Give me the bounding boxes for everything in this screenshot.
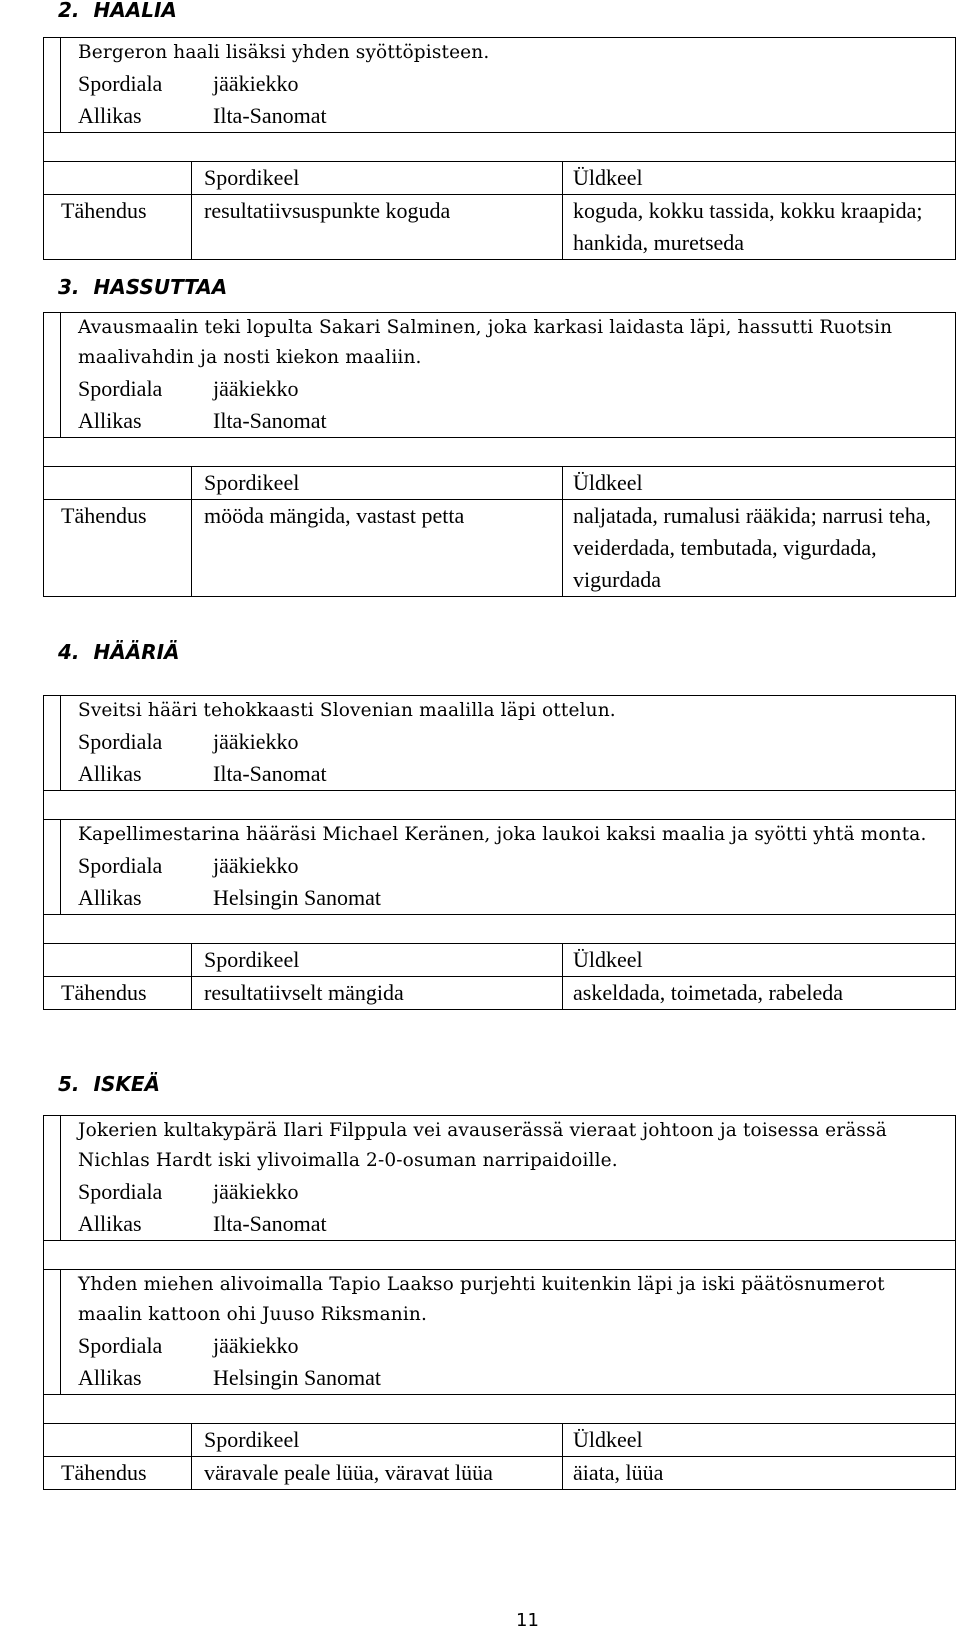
example-text: Yhden miehen alivoimalla Tapio Laakso purjehti kuitenkin läpi ja iski päätösnumerot maalin kattoon ohi Juuso Riksmanin.	[78, 1274, 885, 1325]
example-sport-row	[61, 726, 955, 758]
spordiala-value: jääkiekko	[213, 376, 299, 401]
example-sport-row	[61, 850, 955, 882]
meaning-label: Tähendus	[44, 1457, 192, 1490]
meaning-row	[44, 195, 956, 260]
allikas-value: Ilta-Sanomat	[213, 1211, 327, 1236]
allikas-label: Allikas	[78, 885, 142, 910]
meaning-label: Tähendus	[44, 977, 192, 1010]
example-text: Bergeron haali lisäksi yhden syöttöpisteen.	[78, 42, 490, 63]
example-source-row	[61, 100, 955, 132]
example-sport-row	[61, 68, 955, 100]
spordiala-value: jääkiekko	[213, 729, 299, 754]
col-header-sport: Spordikeel	[192, 1424, 563, 1457]
spordiala-label: Spordiala	[78, 853, 163, 878]
example-sport-row	[61, 373, 955, 405]
meaning-general: naljatada, rumalusi rääkida; narrusi teha, veiderdada, tembutada, vigurdada, vigurdada	[563, 500, 956, 597]
spordiala-value: jääkiekko	[213, 853, 299, 878]
col-header-general: Üldkeel	[563, 162, 956, 195]
meaning-row	[44, 1457, 956, 1490]
meaning-general: askeldada, toimetada, rabeleda	[563, 977, 956, 1010]
spordiala-value: jääkiekko	[213, 71, 299, 96]
section-table-3	[43, 312, 956, 597]
example-sport-row	[61, 1176, 955, 1208]
spordiala-label: Spordiala	[78, 1179, 163, 1204]
section-number: 3.	[58, 275, 80, 299]
allikas-label: Allikas	[78, 1211, 142, 1236]
example-text: Jokerien kultakypärä Ilari Filppula vei avauserässä vieraat johtoon ja toisessa erässä Nichlas Hardt iski ylivoimalla 2-0-osuman narripaidoille.	[78, 1120, 887, 1171]
meaning-header-row	[44, 1424, 956, 1457]
col-header-general: Üldkeel	[563, 1424, 956, 1457]
meaning-label: Tähendus	[44, 500, 192, 597]
section-heading-2	[58, 0, 177, 22]
section-heading-3	[58, 275, 227, 299]
meaning-sport: resultatiivsuspunkte koguda	[192, 195, 563, 260]
col-header-general: Üldkeel	[563, 467, 956, 500]
spordiala-value: jääkiekko	[213, 1333, 299, 1358]
meaning-header-row	[44, 162, 956, 195]
allikas-value: Ilta-Sanomat	[213, 408, 327, 433]
example-source-row	[61, 1362, 955, 1394]
allikas-value: Ilta-Sanomat	[213, 761, 327, 786]
example-text: Kapellimestarina hääräsi Michael Keränen, joka laukoi kaksi maalia ja syötti yhtä monta.	[78, 824, 927, 845]
section-table-5	[43, 1115, 956, 1490]
allikas-value: Helsingin Sanomat	[213, 885, 382, 910]
section-heading-5	[58, 1072, 160, 1096]
page-number: 11	[516, 1610, 539, 1631]
allikas-label: Allikas	[78, 1365, 142, 1390]
spordiala-label: Spordiala	[78, 1333, 163, 1358]
section-heading-4	[58, 640, 180, 664]
example-text: Sveitsi hääri tehokkaasti Slovenian maalilla läpi ottelun.	[78, 700, 616, 721]
meaning-general: koguda, kokku tassida, kokku kraapida; hankida, muretseda	[563, 195, 956, 260]
col-header-sport: Spordikeel	[192, 467, 563, 500]
col-header-sport: Spordikeel	[192, 162, 563, 195]
meaning-sport: resultatiivselt mängida	[192, 977, 563, 1010]
section-number: 5.	[58, 1072, 80, 1096]
allikas-label: Allikas	[78, 103, 142, 128]
col-header-general: Üldkeel	[563, 944, 956, 977]
example-text: Avausmaalin teki lopulta Sakari Salminen, joka karkasi laidasta läpi, hassutti Ruotsin maalivahdin ja nosti kiekon maaliin.	[78, 317, 893, 368]
allikas-value: Helsingin Sanomat	[213, 1365, 382, 1390]
col-header-sport: Spordikeel	[192, 944, 563, 977]
example-sport-row	[61, 1330, 955, 1362]
meaning-row	[44, 500, 956, 597]
section-title: HÄÄRIÄ	[93, 640, 180, 664]
section-number: 4.	[58, 640, 80, 664]
meaning-label: Tähendus	[44, 195, 192, 260]
example-source-row	[61, 1208, 955, 1240]
example-source-row	[61, 882, 955, 914]
example-source-row	[61, 405, 955, 437]
section-table-4	[43, 695, 956, 1010]
allikas-value: Ilta-Sanomat	[213, 103, 327, 128]
meaning-row	[44, 977, 956, 1010]
spordiala-label: Spordiala	[78, 376, 163, 401]
spordiala-label: Spordiala	[78, 71, 163, 96]
meaning-header-row	[44, 467, 956, 500]
meaning-sport: väravale peale lüüa, väravat lüüa	[192, 1457, 563, 1490]
meaning-header-row	[44, 944, 956, 977]
spordiala-value: jääkiekko	[213, 1179, 299, 1204]
spordiala-label: Spordiala	[78, 729, 163, 754]
section-number: 2.	[58, 0, 80, 22]
allikas-label: Allikas	[78, 761, 142, 786]
allikas-label: Allikas	[78, 408, 142, 433]
section-title: ISKEÄ	[93, 1072, 160, 1096]
section-title: HAALIA	[93, 0, 177, 22]
section-table-2	[43, 37, 956, 260]
section-title: HASSUTTAA	[93, 275, 228, 299]
example-source-row	[61, 758, 955, 790]
meaning-general: äiata, lüüa	[563, 1457, 956, 1490]
meaning-sport: mööda mängida, vastast petta	[192, 500, 563, 597]
